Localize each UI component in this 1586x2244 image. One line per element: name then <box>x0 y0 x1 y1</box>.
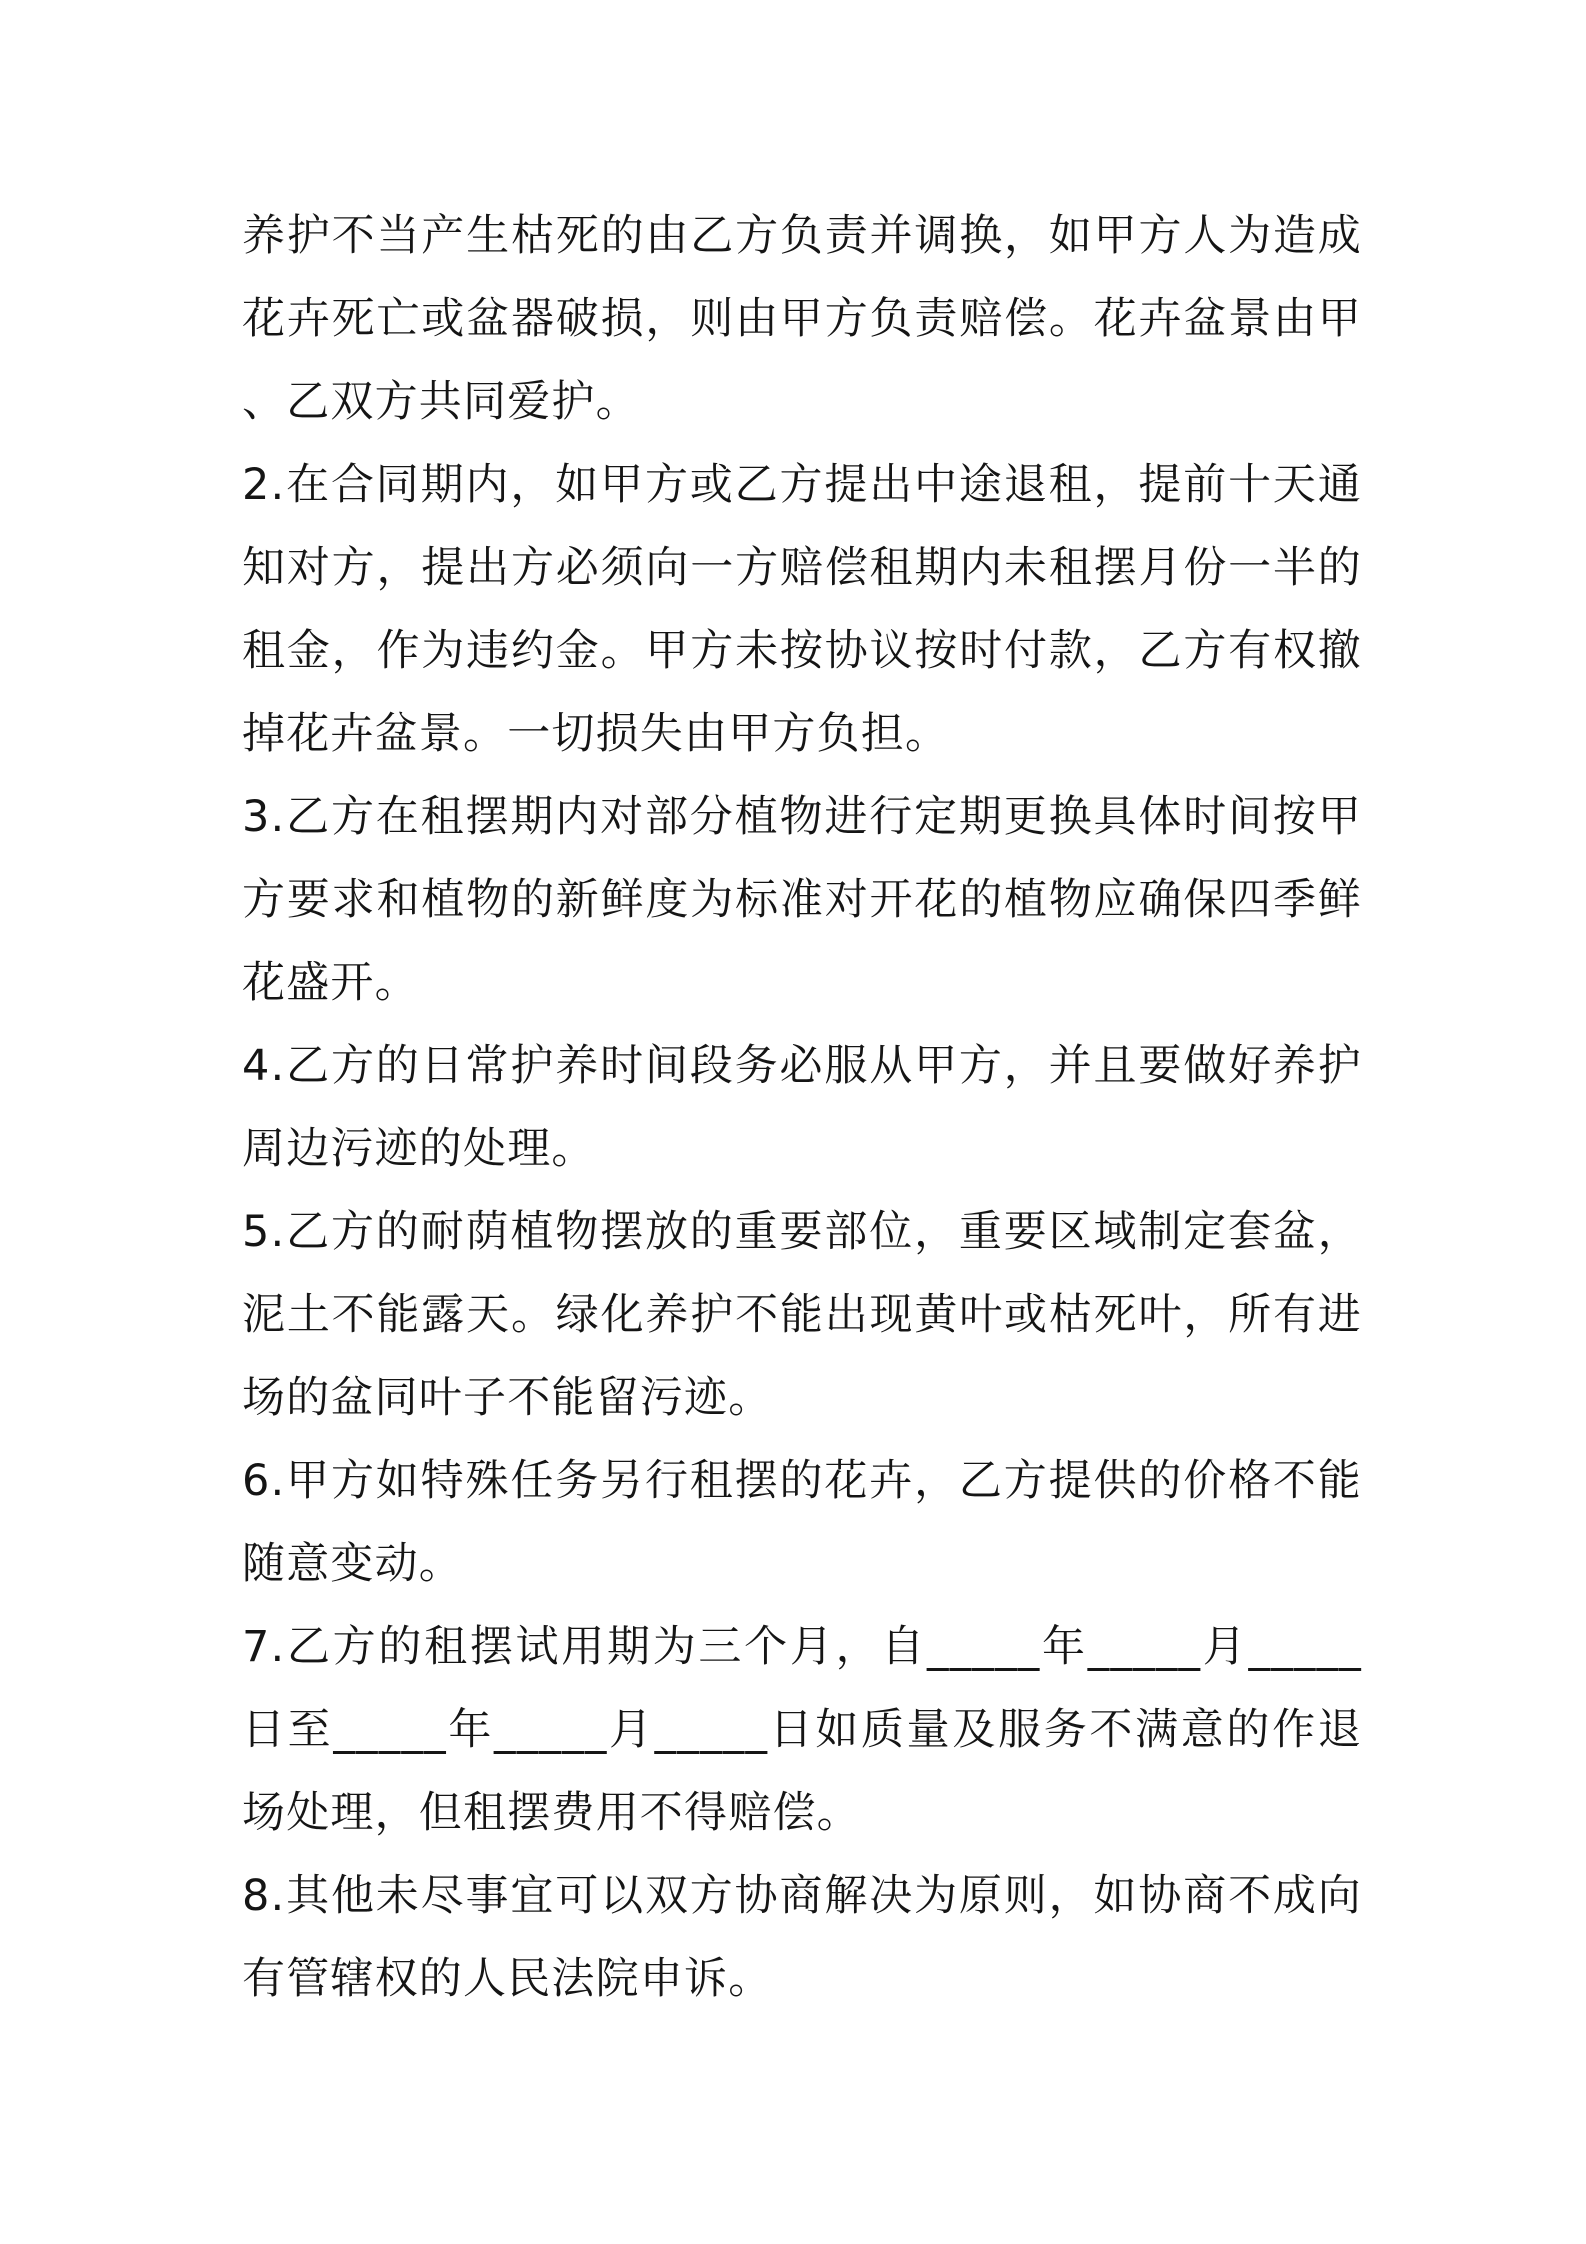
paragraph-clause-4: 4.乙方的日常护养时间段务必服从甲方，并且要做好养护周边污迹的处理。 <box>242 1041 1362 1174</box>
paragraph-clause-6: 6.甲方如特殊任务另行租摆的花卉，乙方提供的价格不能随意变动。 <box>242 1456 1362 1589</box>
paragraph-clause-7: 7.乙方的租摆试用期为三个月，自_____年_____月_____日至_____年_____月_____日如质量及服务不满意的作退场处理，但租摆费用不得赔偿。 <box>242 1622 1362 1838</box>
paragraph-clause-8: 8.其他未尽事宜可以双方协商解决为原则，如协商不成向有管辖权的人民法院申诉。 <box>242 1871 1362 2004</box>
paragraph-clause-2: 2.在合同期内，如甲方或乙方提出中途退租，提前十天通知对方，提出方必须向一方赔偿租期内未租摆月份一半的租金，作为违约金。甲方未按协议按时付款，乙方有权撤掉花卉盆景。一切损失由甲方负担。 <box>242 460 1362 759</box>
document-body <box>242 195 1362 2021</box>
paragraph-care-responsibility: 养护不当产生枯死的由乙方负责并调换，如甲方人为造成花卉死亡或盆器破损，则由甲方负责赔偿。花卉盆景由甲、乙双方共同爱护。 <box>242 211 1362 427</box>
paragraph-clause-5: 5.乙方的耐荫植物摆放的重要部位，重要区域制定套盆，泥土不能露天。绿化养护不能出现黄叶或枯死叶，所有进场的盆同叶子不能留污迹。 <box>242 1207 1362 1423</box>
paragraph-clause-3: 3.乙方在租摆期内对部分植物进行定期更换具体时间按甲方要求和植物的新鲜度为标准对开花的植物应确保四季鲜花盛开。 <box>242 792 1362 1008</box>
